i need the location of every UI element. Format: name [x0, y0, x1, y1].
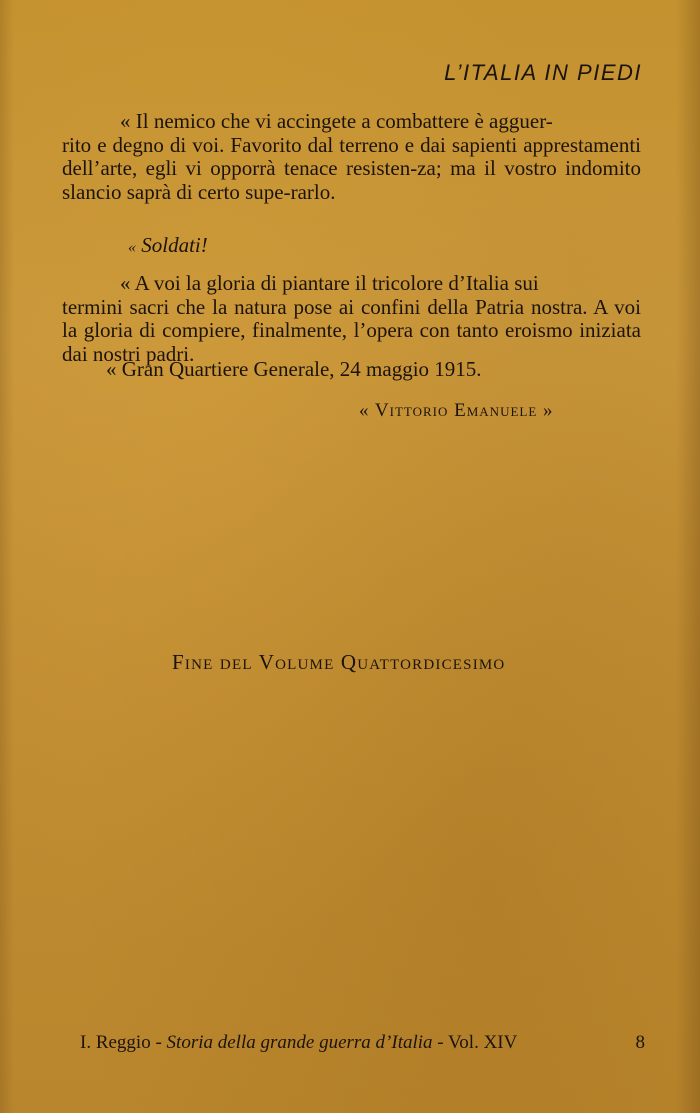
- footer-volume: - Vol. XIV: [437, 1032, 518, 1053]
- footer-book-title: Storia della grande guerra d’Italia: [166, 1032, 433, 1053]
- soldati-quote-mark: «: [128, 239, 136, 256]
- paragraph-2-first-line: « A voi la gloria di piantare il tricolore d’Italia sui: [120, 271, 539, 295]
- colophon: Fine del Volume Quattordicesimo: [172, 650, 506, 674]
- paragraph-1-first-line: « Il nemico che vi accingete a combattere è agguer-: [120, 109, 553, 133]
- page-number: 8: [635, 1032, 645, 1053]
- soldati-exclamation: [128, 233, 208, 258]
- page-footer: [80, 1032, 645, 1054]
- footer-citation: [80, 1032, 517, 1054]
- dateline: « Gran Quartiere Generale, 24 maggio 1915.: [106, 357, 482, 381]
- paragraph-proclamation-2: [62, 272, 641, 366]
- running-head: L’ITALIA IN PIEDI: [444, 60, 642, 85]
- paragraph-1-rest: rito e degno di voi. Favorito dal terreno e dai sapienti apprestamenti dell’arte, egli vi opporrà tenace resisten-za; ma il vostro indomito slancio saprà di certo supe-rarlo.: [62, 132, 641, 204]
- soldati-text: Soldati!: [141, 233, 208, 257]
- footer-author: I. Reggio -: [80, 1032, 162, 1053]
- paragraph-proclamation-1: [62, 110, 641, 204]
- paragraph-2-rest: termini sacri che la natura pose ai confini della Patria nostra. A voi la gloria di compiere, finalmente, l’opera con tanto eroismo iniziata dai nostri padri.: [62, 294, 641, 366]
- page-edge-shadow-left: [0, 0, 14, 1113]
- page-edge-shadow-right: [676, 0, 700, 1113]
- signature: « Vittorio Emanuele »: [359, 400, 554, 421]
